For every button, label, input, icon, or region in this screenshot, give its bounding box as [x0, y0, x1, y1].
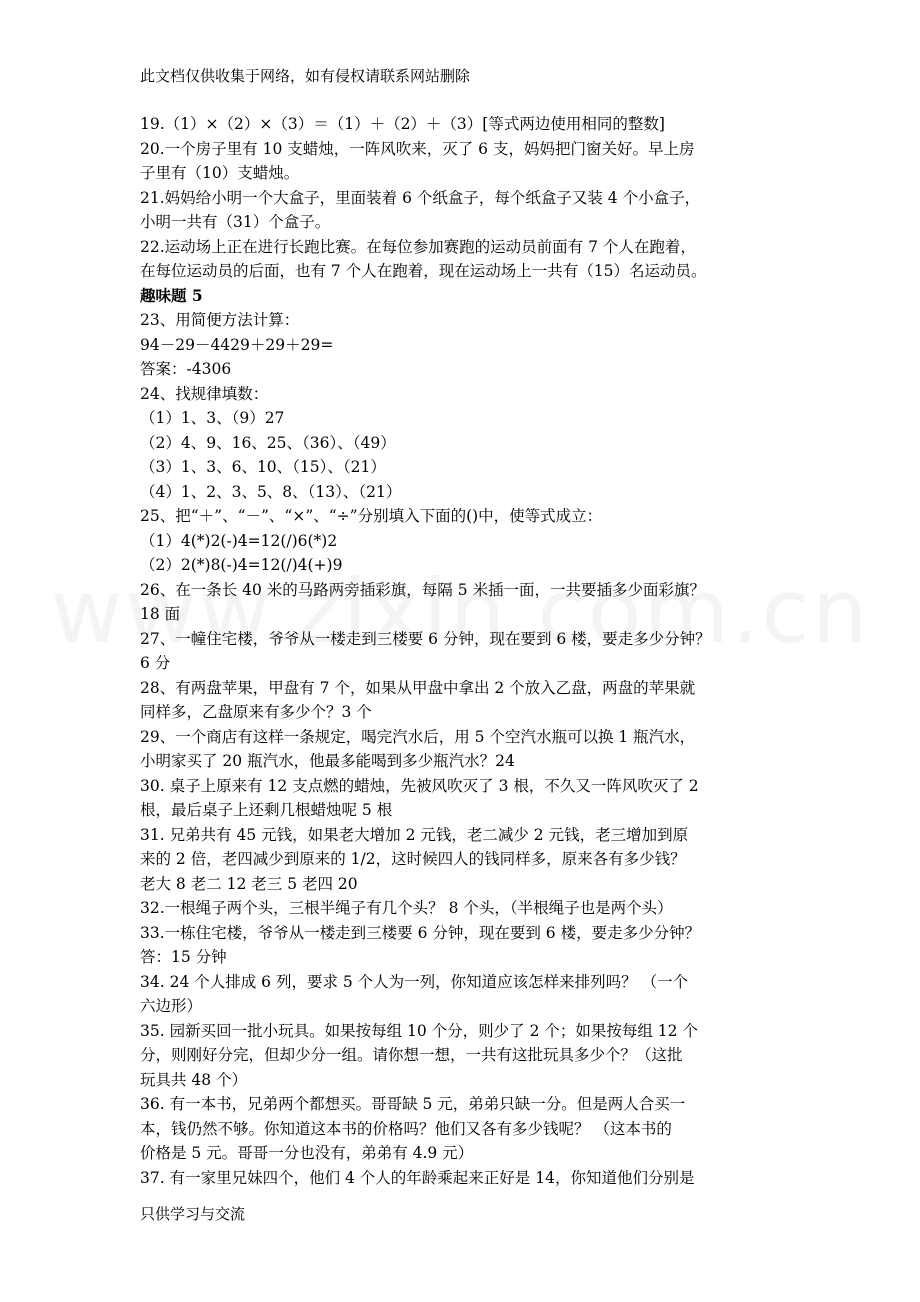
- page-footer: 只供学习与交流: [140, 1205, 246, 1223]
- text-line: （2）4、9、16、25、（36）、（49）: [140, 433, 396, 452]
- text-line: （1）1、3、（9）27: [140, 409, 285, 427]
- text-line: 21.妈妈给小明一个大盒子，里面装着 6 个纸盒子，每个纸盒子又装 4 个小盒子，: [140, 188, 701, 207]
- text-line: （2）2(*)8(-)4=12(/)4(+)9: [140, 556, 343, 574]
- text-line: 18 面: [140, 605, 181, 623]
- document-body: [140, 112, 795, 1190]
- text-line: （1）4(*)2(-)4=12(/)6(*)2: [140, 531, 338, 550]
- text-line: 6 分: [140, 654, 171, 672]
- text-line: （4）1、2、3、5、8、（13）、（21）: [140, 482, 402, 501]
- text-line: （3）1、3、6、10、（15）、（21）: [140, 458, 386, 476]
- text-line: 29、一个商店有这样一条规定，喝完汽水后，用 5 个空汽水瓶可以换 1 瓶汽水，: [140, 727, 696, 746]
- text-line: 31. 兄弟共有 45 元钱，如果老大增加 2 元钱，老二减少 2 元钱，老三增加到原: [140, 825, 689, 844]
- text-line: 答：15 分钟: [140, 948, 227, 966]
- text-line: 36. 有一本书，兄弟两个都想买。哥哥缺 5 元，弟弟只缺一分。但是两人合买一: [140, 1095, 686, 1113]
- text-line: 根，最后桌子上还剩几根蜡烛呢 5 根: [140, 801, 393, 819]
- text-line: 23、用简便方法计算：: [140, 311, 300, 329]
- text-line: 28、有两盘苹果，甲盘有 7 个，如果从甲盘中拿出 2 个放入乙盘，两盘的苹果就: [140, 678, 696, 697]
- text-line: 小明家买了 20 瓶汽水，他最多能喝到多少瓶汽水？24: [140, 752, 515, 770]
- text-line: 小明一共有（31）个盒子。: [140, 213, 331, 231]
- text-line: 价格是 5 元。哥哥一分也没有，弟弟有 4.9 元）: [140, 1144, 474, 1162]
- text-line: 19.（1）×（2）×（3）＝（1）＋（2）＋（3）[等式两边使用相同的整数]: [140, 115, 665, 133]
- text-line: 分，则刚好分完，但却少分一组。请你想一想，一共有这批玩具多少个？（这批: [140, 1046, 683, 1064]
- text-line: 同样多，乙盘原来有多少个？3 个: [140, 703, 372, 721]
- text-line: 玩具共 48 个）: [140, 1070, 248, 1089]
- text-line: 94－29－4429＋29＋29=: [140, 335, 334, 354]
- section-heading: 趣味题 5: [140, 285, 203, 305]
- text-line: 20.一个房子里有 10 支蜡烛，一阵风吹来，灭了 6 支，妈妈把门窗关好。早上房: [140, 139, 695, 158]
- text-line: 25、把“＋”、“－”、“×”、“÷”分别填入下面的()中，使等式成立：: [140, 507, 603, 525]
- text-line: 26、在一条长 40 米的马路两旁插彩旗，每隔 5 米插一面，一共要插多少面彩旗？: [140, 580, 706, 599]
- text-line: 来的 2 倍，老四减少到原来的 1/2，这时候四人的钱同样多，原来各有多少钱？: [140, 850, 686, 868]
- text-line: 六边形）: [140, 997, 203, 1015]
- text-line: 在每位运动员的后面，也有 7 个人在跑着，现在运动场上一共有（15）名运动员。: [140, 262, 707, 280]
- page-header: 此文档仅供收集于网络，如有侵权请联系网站删除: [140, 67, 471, 85]
- text-line: 22.运动场上正在进行长跑比赛。在每位参加赛跑的运动员前面有 7 个人在跑着，: [140, 237, 696, 256]
- text-line: 本，钱仍然不够。你知道这本书的价格吗？他们又各有多少钱呢？ （这本书的: [140, 1119, 672, 1138]
- text-line: 子里有（10）支蜡烛。: [140, 164, 300, 182]
- text-line: 答案：-4306: [140, 360, 232, 378]
- text-line: 34. 24 个人排成 6 列，要求 5 个人为一列，你知道应该怎样来排列吗？ （一个: [140, 972, 689, 991]
- text-line: 30. 桌子上原来有 12 支点燃的蜡烛，先被风吹灭了 3 根，不久又一阵风吹灭了 2: [140, 776, 699, 795]
- text-line: 33.一栋住宅楼，爷爷从一楼走到三楼要 6 分钟，现在要到 6 楼，要走多少分钟？: [140, 923, 701, 942]
- text-line: 24、找规律填数：: [140, 384, 269, 403]
- text-line: 27、一幢住宅楼，爷爷从一楼走到三楼要 6 分钟，现在要到 6 楼，要走多少分钟？: [140, 629, 711, 648]
- text-line: 32.一根绳子两个头，三根半绳子有几个头？ 8 个头，（半根绳子也是两个头）: [140, 899, 673, 917]
- text-line: 37. 有一家里兄妹四个，他们 4 个人的年龄乘起来正好是 14，你知道他们分别是: [140, 1168, 695, 1187]
- text-line: 35. 园新买回一批小玩具。如果按每组 10 个分，则少了 2 个；如果按每组 12 个: [140, 1021, 698, 1040]
- text-line: 老大 8 老二 12 老三 5 老四 20: [140, 874, 358, 893]
